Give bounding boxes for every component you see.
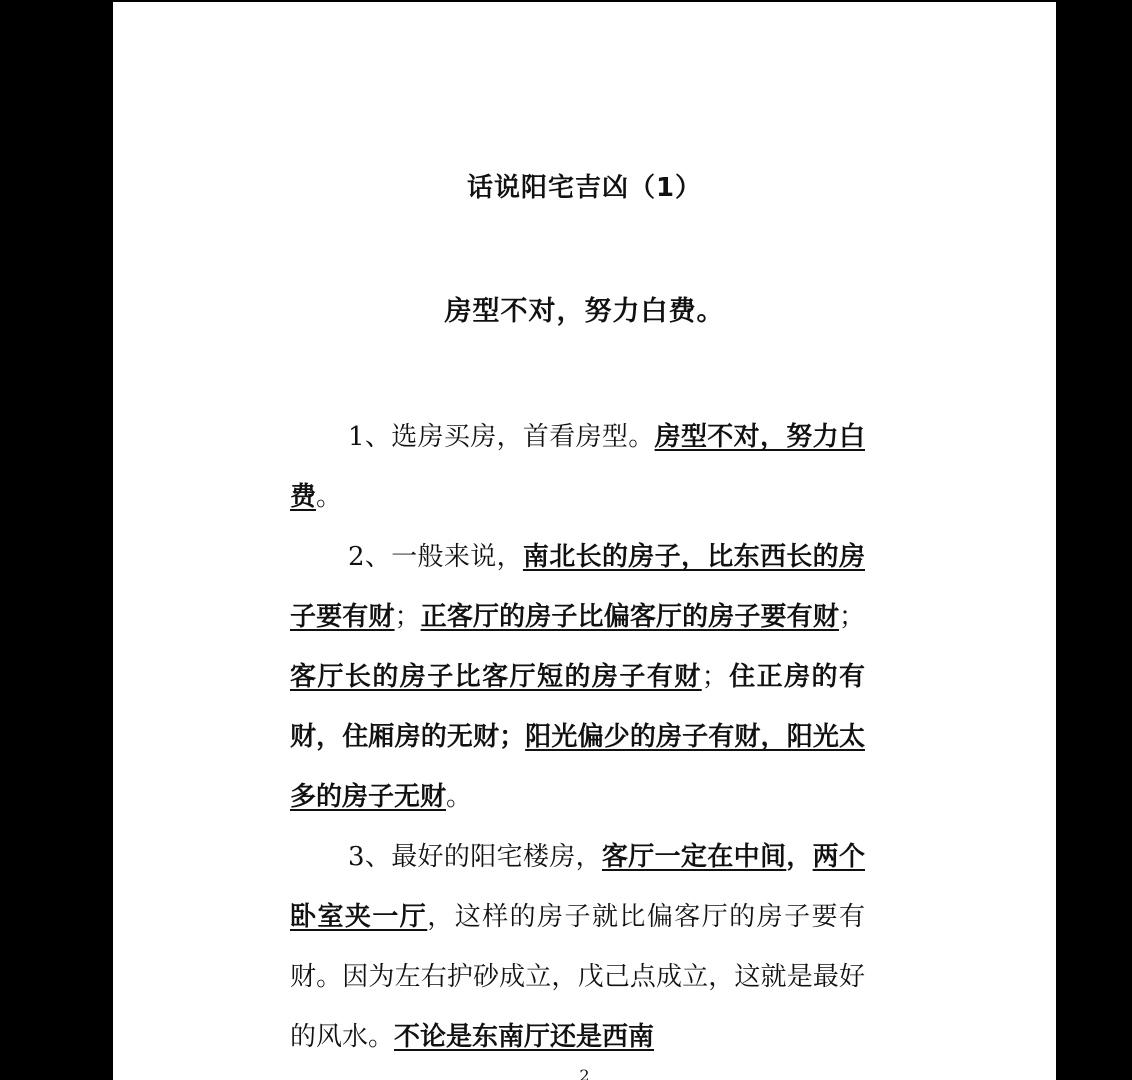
emphasis-run: 两个卧室夹一厅 bbox=[290, 842, 865, 932]
paragraph-3 bbox=[290, 827, 865, 1067]
text-run: 2、一般来说， bbox=[348, 542, 523, 572]
document-page bbox=[113, 2, 1056, 1080]
emphasis-run: 房型不对，努力白费 bbox=[290, 422, 865, 512]
bold-run: ， bbox=[786, 842, 813, 872]
emphasis-run: 不论是东南厅还是西南 bbox=[394, 1022, 655, 1052]
text-run: ； bbox=[701, 662, 728, 692]
document-title: 话说阳宅吉凶（1） bbox=[466, 173, 703, 203]
page-number: 2 bbox=[579, 1066, 590, 1080]
emphasis-run: 客厅一定在中间 bbox=[601, 842, 787, 872]
paragraph-1 bbox=[290, 407, 865, 527]
text-run: 1、选房买房，首看房型。 bbox=[348, 422, 655, 452]
text-run: ； bbox=[394, 602, 421, 632]
text-run: 3、最好的阳宅楼房， bbox=[348, 842, 602, 872]
document-body bbox=[290, 407, 865, 1067]
text-run: 。 bbox=[316, 482, 343, 512]
paragraph-2 bbox=[290, 527, 865, 827]
emphasis-run: 南北长的房子，比东西长的房子要有财 bbox=[290, 542, 865, 632]
emphasis-run: 阳光偏少的房子有财，阳光太多的房子无财 bbox=[290, 722, 865, 812]
text-run: ； bbox=[838, 602, 865, 632]
emphasis-run: 正客厅的房子比偏客厅的房子要有财 bbox=[420, 602, 839, 632]
emphasis-run: 客厅长的房子比客厅短的房子有财 bbox=[290, 662, 702, 692]
document-subtitle: 房型不对，努力白费。 bbox=[444, 296, 725, 327]
bold-run: 住正房的有财，住厢房的无财； bbox=[290, 662, 865, 752]
text-run: 。 bbox=[446, 782, 473, 812]
text-run: ，这样的房子就比偏客厅的房子要有财。因为左右护砂成立，戊己点成立，这就是最好的风水。 bbox=[290, 902, 865, 1052]
